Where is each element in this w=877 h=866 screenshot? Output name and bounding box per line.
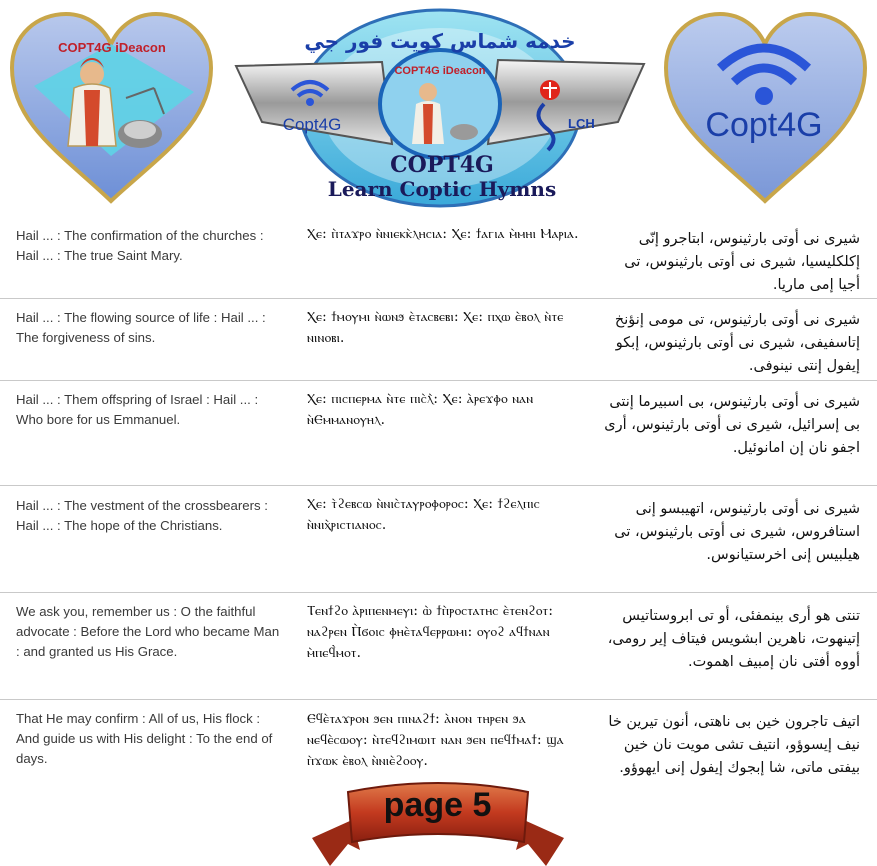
app-name: COPT4G [390,152,494,178]
english-text: Hail ... : The flowing source of life : Hail ... : The forgiveness of sins. [16,310,266,345]
lch-text: LCH [568,116,595,131]
arabic-text: شيرى نى أوتى بارثينوس، ابتاجرو إنّى إكلكليسيا، شيرى نى أوتى بارثينوس، تى أجيا إمى ماريا. [624,231,860,293]
arabic-title: خدمه شماس كويت فور جي [304,29,576,53]
page-number-label: page 5 [383,786,492,824]
coptic-text: Ⲭⲉ: ⲡ̀ⲧⲁϫⲣⲟ ⲛ̀ⲛⲓⲉⲕⲕ̀ⲗⲏⲥⲓⲁ: Ⲭⲉ: ϯⲁⲅⲓⲁ ⲙ̀ⲙⲏⲓ Ⲙⲁⲣⲓⲁ. [307,226,579,242]
badge-text-left: COPT4G iDeacon [58,40,166,55]
table-row [0,381,877,481]
coptic-text: Ⲧⲉⲛϯϩⲟ ⲁ̀ⲣⲓⲡⲉⲛⲙⲉⲩⲓ: ⲱ̀ ϯⲡ̀ⲣⲟⲥⲧⲁⲧⲏⲥ ⲉ̀ⲧⲉⲛϩⲟⲧ: ⲛⲁϩⲣⲉⲛ Ⲡ̀ϭⲟⲓⲥ ⲫⲏⲉ̀ⲧⲁϥⲉⲣⲣⲱⲙⲓ: ⲟⲩⲟϩ ⲁϥϯⲛⲁⲛ ⲙ̀ⲡⲉϥ̀ⲙⲟⲧ. [307,603,554,661]
table-row [0,215,877,297]
table-row [0,299,877,381]
brand-logo-small: Copt4G [282,115,342,134]
banner-right-wing [488,60,644,144]
badge-text-center: COPT4G iDeacon [394,65,486,77]
arabic-text: شيرى نى أوتى بارثينوس، تى مومى إنؤنخ إتاسفيفى، شيرى نى أوتى بارثينوس، إبكو إيفول إنتى نينوفى. [614,312,860,374]
arabic-text: شيرى نى أوتى بارثينوس، اتهيبسو إنى استافروس، شيرى نى أوتى بارثينوس، تى هيلبيس إنى اخرستيانوس. [614,501,860,563]
heart-logo-right [658,6,873,206]
app-tagline: Learn Coptic Hymns [327,177,557,201]
app-banner [232,4,648,209]
english-text: Hail ... : Them offspring of Israel : Hail ... : Who bore for us Emmanuel. [16,392,259,427]
table-row [0,486,877,591]
header [0,0,877,215]
heart-logo-left [4,6,219,206]
arabic-text: شيرى نى أوتى بارثينوس، بى اسبيرما إنتى بى إسرائيل، شيرى نى أوتى بارثينوس، أرى اجفو نان إن امانوئيل. [604,394,860,456]
coptic-text: Ⲭⲉ: ⲡⲓⲥⲡⲉⲣⲙⲁ ⲛ̀ⲧⲉ ⲡⲓⲥ̀ⲗ̀: Ⲭⲉ: ⲁ̀ⲣⲉϫⲫⲟ ⲛⲁⲛ ⲛ̀Ⲉⲙⲙⲁⲛⲟⲩⲏⲗ. [307,391,534,428]
brand-logo-large: Copt4G [705,106,823,144]
saint-head [80,62,104,86]
coptic-text: Ⲉϥⲉ̀ⲧⲁϫⲣⲟⲛ ϧⲉⲛ ⲡⲓⲛⲁϩϯ: ⲁ̀ⲛⲟⲛ ⲧⲏⲣⲉⲛ ϧⲁ ⲛⲉϥⲉ̀ⲥⲱⲟⲩ: ⲛ̀ⲧⲉϥϩⲓⲙⲱⲓⲧ ⲛⲁⲛ ϧⲉⲛ ⲡⲉϥϯⲙⲁϯ: ϣⲁ ⲡ̀ϫⲱⲕ ⲉ̀ⲃⲟⲗ ⲛ̀ⲛⲓⲉ̀ϩⲟⲟⲩ. [307,711,564,769]
english-text: We ask you, remember us : O the faithful advocate : Before the Lord who became Man : and granted us His Grace. [16,604,280,659]
english-text: Hail ... : The vestment of the crossbearers : Hail ... : The hope of the Christians. [16,498,268,533]
coptic-text: Ⲭⲉ: ⲧ̀ϩⲉⲃⲥⲱ ⲛ̀ⲛⲓⲥ̀ⲧⲁⲩⲣⲟⲫⲟⲣⲟⲥ: Ⲭⲉ: ϯϩⲉⲗⲡⲓⲥ ⲛ̀ⲛⲓⲭ̀ⲣⲓⲥⲧⲓⲁⲛⲟⲥ. [307,496,540,533]
english-text: Hail ... : The confirmation of the churches : Hail ... : The true Saint Mary. [16,228,264,263]
english-text: That He may confirm : All of us, His flock : And guide us with His delight : To the end of days. [16,711,273,766]
arabic-text: اتيف تاجرون خين بى ناهتى، أنون تيرين خا نيف إيسوؤو، انتيف تشى مويت نان خين بيفتى ماتى، شا إبجوك إيفول إنى ايهوؤو. [608,714,860,776]
coptic-text: Ⲭⲉ: ϯⲙⲟⲩⲙⲓ ⲛ̀ⲱⲛϧ ⲉ̀ⲧⲁⲥⲃⲉⲃⲓ: Ⲭⲉ: ⲡⲭⲱ ⲉ̀ⲃⲟⲗ ⲛ̀ⲧⲉ ⲛⲓⲛⲟⲃⲓ. [307,309,564,346]
table-row [0,593,877,698]
arabic-text: تنتى هو أرى بينمفئى، أو تى ابروستاتيس إتينهوت، ناهرين ابشويس فيتاف إير رومى، أووه أفتى نان إمبيف اهموت. [607,608,860,670]
